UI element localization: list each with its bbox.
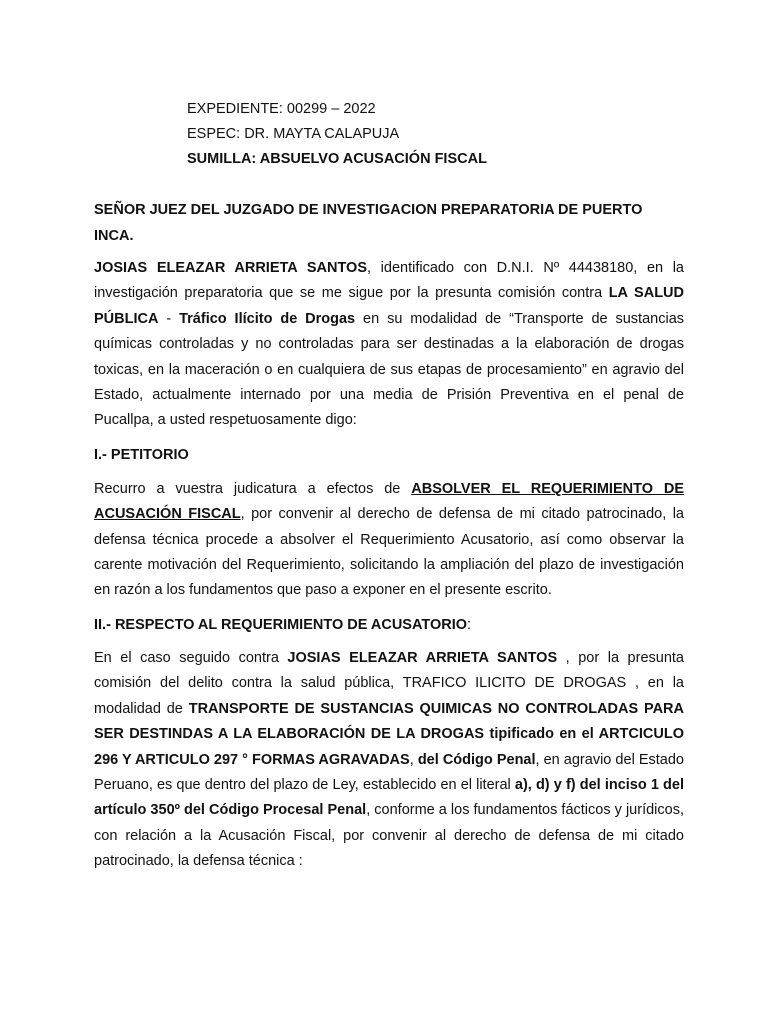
- section-petitorio-title: I.- PETITORIO: [94, 446, 189, 463]
- intro-text-2: -: [158, 310, 180, 327]
- case-header: [187, 97, 487, 172]
- intro-paragraph: [94, 256, 684, 434]
- case-number: EXPEDIENTE: 00299 – 2022: [187, 101, 376, 117]
- req-text-1: En el caso seguido contra: [94, 649, 288, 666]
- crime-name: Tráfico Ilícito de Drogas: [179, 310, 356, 327]
- req-text-4: , en agravio del Estado Peruano, es que dentro del plazo de Ley, establecido en el literal: [94, 751, 684, 793]
- intro-text-3: en su modalidad de “Transporte de sustancias químicas controladas y no controladas para ser destinadas a la elaboración de drogas toxicas, en la maceración o en cualquiera de sus etapas de procesamiento” en agravio del Estado, actualmente internado por una media de Prisión Preventiva en el penal de Pucallpa, a usted respetuosamente digo:: [94, 310, 685, 429]
- section-requerimiento-title: [94, 613, 684, 638]
- req-article-reference: a), d) y f) del inciso 1 del artículo 350º del Código Procesal Penal: [94, 776, 684, 819]
- section-requerimiento-title-text: II.- RESPECTO AL REQUERIMIENTO DE ACUSATORIO: [94, 616, 468, 633]
- intro-text-1: , identificado con D.N.I. Nº 44438180, en la investigación preparatoria que se me sigue por la presunta comisión contra: [94, 260, 684, 302]
- document-body: [94, 197, 684, 875]
- petitorio-request: ABSOLVER EL REQUERIMIENTO DE ACUSACIÓN FISCAL: [94, 480, 685, 523]
- req-text-3: ,: [409, 751, 418, 768]
- petitorio-text-1: Recurro a vuestra judicatura a efectos de: [94, 480, 412, 497]
- petitorio-paragraph: [94, 477, 684, 604]
- addressee: SEÑOR JUEZ DEL JUZGADO DE INVESTIGACION PREPARATORIA DE PUERTO INCA.: [94, 202, 643, 244]
- section-requerimiento-colon: :: [467, 616, 472, 633]
- req-penal-code: del Código Penal: [417, 751, 536, 768]
- requerimiento-paragraph: [94, 646, 684, 875]
- req-modality: TRANSPORTE DE SUSTANCIAS QUIMICAS NO CONTROLADAS PARA SER DESTINDAS A LA ELABORACIÓN DE LA DROGAS tipificado en el ARTCICULO 296 Y ARTICULO 297 ° FORMAS AGRAVADAS: [94, 700, 685, 768]
- req-text-5: , conforme a los fundamentos fácticos y jurídicos, con relación a la Acusación Fiscal, por convenir al derecho de defensa de mi citado patrocinado, la defensa técnica :: [94, 802, 684, 870]
- defendant-name: JOSIAS ELEAZAR ARRIETA SANTOS: [94, 260, 368, 276]
- req-text-2: , por la presunta comisión del delito contra la salud pública, TRAFICO ILICITO DE DROGAS , en la modalidad de: [94, 649, 684, 717]
- summary-line: SUMILLA: ABSUELVO ACUSACIÓN FISCAL: [187, 151, 487, 167]
- petitorio-text-2: , por convenir al derecho de defensa de mi citado patrocinado, la defensa técnica procede a absolver el Requerimiento Acusatorio, así como observar la carente motivación del Requerimiento, solicitando la ampliación del plazo de investigación en razón a los fundamentos que paso a exponer en el presente escrito.: [94, 506, 684, 599]
- specialist-line: ESPEC: DR. MAYTA CALAPUJA: [187, 126, 400, 142]
- crime-category: LA SALUD PÚBLICA: [94, 285, 684, 327]
- req-defendant-name: JOSIAS ELEAZAR ARRIETA SANTOS: [287, 649, 558, 666]
